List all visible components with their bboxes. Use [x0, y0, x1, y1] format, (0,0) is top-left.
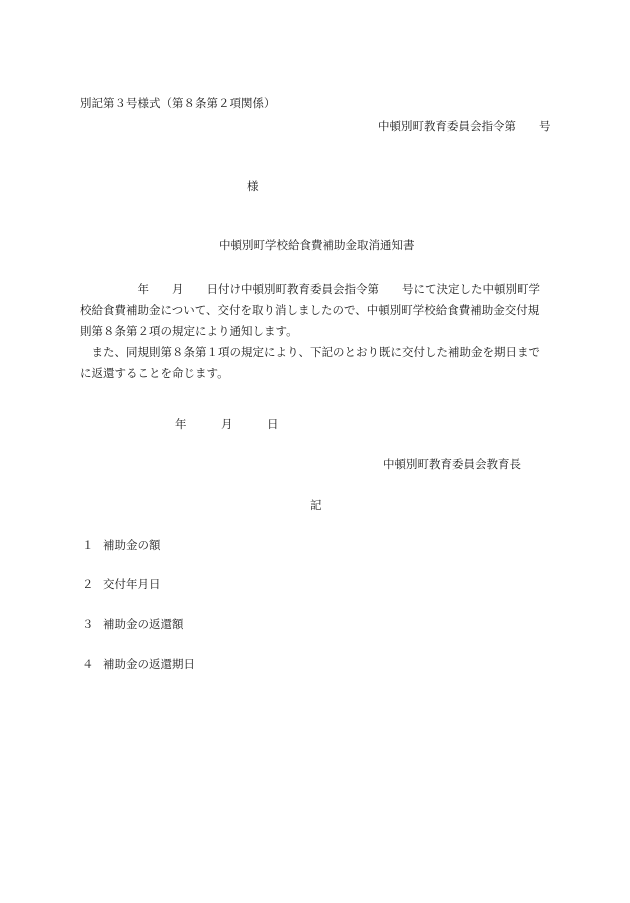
list-item	[82, 659, 195, 671]
item-number: １	[82, 538, 94, 552]
ki-heading: 記	[310, 498, 322, 512]
addressee: 様	[247, 179, 259, 193]
item-label: 補助金の返還期日	[103, 657, 195, 671]
body-line: 年 月 日付け中頓別町教育委員会指令第 号にて決定した中頓別町学	[80, 282, 540, 296]
list-item	[82, 619, 184, 631]
body-line: に返還することを命じます。	[80, 366, 229, 380]
list-item	[82, 540, 161, 552]
list-item	[82, 579, 161, 591]
item-number: ２	[82, 577, 94, 591]
form-label: 別記第３号様式（第８条第２項関係）	[80, 96, 276, 110]
body-line: また、同規則第８条第１項の規定により、下記のとおり既に交付した補助金を期日まで	[80, 345, 540, 359]
item-number: ３	[82, 617, 94, 631]
body-paragraph	[80, 279, 555, 384]
body-line: 則第８条第２項の規定により通知します。	[80, 324, 298, 338]
item-label: 交付年月日	[103, 577, 161, 591]
date-line: 年 月 日	[175, 417, 279, 431]
item-label: 補助金の返還額	[103, 617, 184, 631]
issuer: 中頓別町教育委員会教育長	[383, 457, 521, 471]
notice-number: 中頓別町教育委員会指令第 号	[378, 119, 551, 133]
body-line: 校給食費補助金について、交付を取り消しましたので、中頓別町学校給食費補助金交付規	[80, 303, 540, 317]
document-title: 中頓別町学校給食費補助金取消通知書	[219, 238, 415, 252]
item-number: ４	[82, 657, 94, 671]
item-label: 補助金の額	[103, 538, 161, 552]
